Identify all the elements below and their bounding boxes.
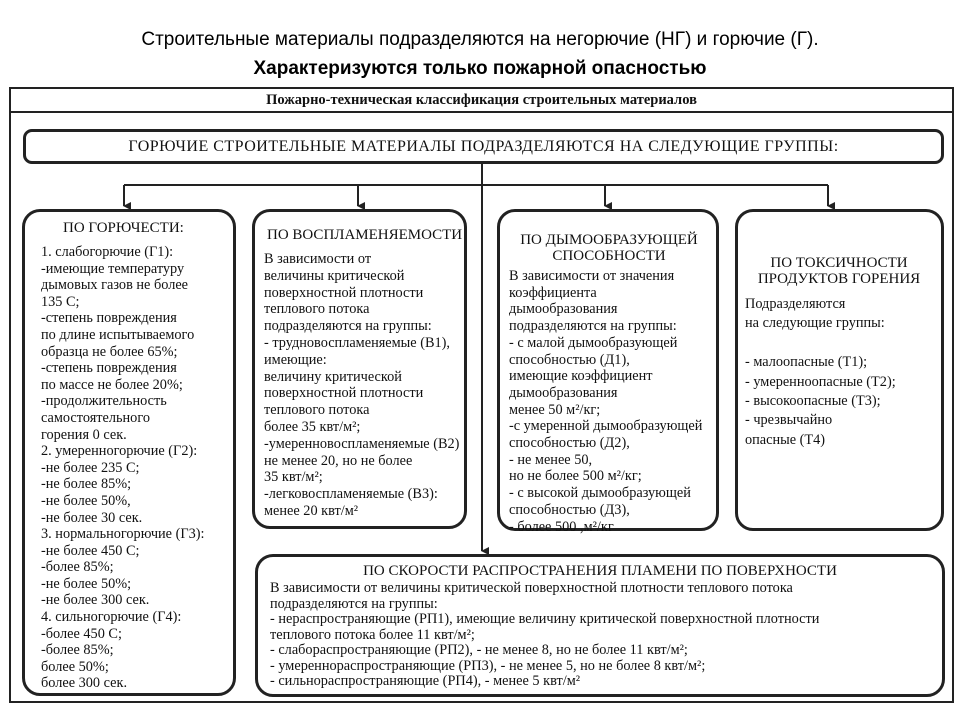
combustibility-line: образца не более 65%; [41, 343, 178, 360]
toxicity-line: Подразделяются [745, 296, 846, 312]
flammability-line: - трудновоспламеняемые (В1), [264, 334, 450, 351]
flammability-line: менее 20 квт/м² [264, 502, 359, 519]
spread-line: - нераспространяющие (РП1), имеющие величину критической поверхностной плотности [270, 611, 820, 627]
smoke-line: способностью (Д1), [509, 351, 630, 368]
combustibility-line: -не более 300 сек. [41, 592, 150, 609]
toxicity-line: - чрезвычайно [745, 412, 833, 429]
combustibility-line: -продолжительность [41, 393, 167, 410]
combustibility-line: более 50%; [41, 658, 109, 675]
smoke-line: имеющие коэффициент [509, 368, 653, 385]
smoke-line: - с малой дымообразующей [509, 334, 678, 351]
flammability-line: поверхностной плотности [264, 284, 424, 301]
combustibility-line: дымовых газов не более [41, 277, 189, 294]
spread-line: - умереннораспространяющие (РП3), - не менее 5, но не более 8 квт/м²; [270, 657, 706, 674]
combustibility-line: горения 0 сек. [41, 426, 127, 443]
flammability-line: величины критической [264, 267, 405, 284]
smoke-line: подразделяются на группы: [509, 318, 677, 335]
combustibility-line: -не более 30 сек. [41, 509, 143, 526]
combustibility-line: -не более 450 С; [41, 542, 140, 559]
combustibility-line: -не более 235 С; [41, 459, 140, 476]
slide-title: Строительные материалы подразделяются на негорючие (НГ) и горючие (Г). [141, 29, 819, 50]
slide-subtitle: Характеризуются только пожарной опасностью [253, 58, 707, 79]
smoke-line: - не менее 50, [509, 451, 593, 468]
flammability-line: подразделяются на группы: [264, 318, 432, 335]
combustibility-line: 135 С; [41, 293, 80, 310]
spread-line: теплового потока более 11 квт/м²; [270, 626, 475, 643]
flammability-line: -легковоспламеняемые (В3): [264, 486, 438, 503]
spread-title: ПО СКОРОСТИ РАСПРОСТРАНЕНИЯ ПЛАМЕНИ ПО ПОВЕРХНОСТИ [363, 563, 837, 579]
combustibility-line: -степень повреждения [41, 360, 177, 377]
combustibility-line: -не более 50%, [41, 492, 131, 509]
combustible-groups-box: ГОРЮЧИЕ СТРОИТЕЛЬНЫЕ МАТЕРИАЛЫ ПОДРАЗДЕЛЯЮТСЯ НА СЛЕДУЮЩИЕ ГРУППЫ: [23, 129, 944, 164]
toxicity-line: - умеренноопасные (Т2); [745, 373, 896, 390]
toxicity-line: - малоопасные (Т1); [745, 354, 868, 371]
smoke-list [500, 268, 716, 535]
frame-header: Пожарно-техническая классификация строительных материалов [11, 89, 952, 113]
spread-line: подразделяются на группы: [270, 595, 438, 612]
toxicity-line: опасные (Т4) [745, 431, 826, 448]
toxicity-list [738, 295, 941, 450]
combustibility-line: 2. умеренногорючие (Г2): [41, 443, 198, 460]
combustibility-line: по массе не более 20%; [41, 376, 183, 393]
flammability-title: ПО ВОСПЛАМЕНЯЕМОСТИ [267, 227, 463, 243]
combustibility-line: более 300 сек. [41, 675, 128, 692]
combustibility-line: -не более 50%; [41, 575, 132, 592]
smoke-line: - с высокой дымообразующей [509, 485, 691, 502]
toxicity-box [735, 209, 944, 531]
smoke-line: но не более 500 м²/кг; [509, 468, 642, 485]
spread-list [258, 581, 942, 690]
combustibility-line: 1. слабогорючие (Г1): [41, 244, 174, 260]
combustibility-box [22, 209, 236, 696]
smoke-line: В зависимости от значения [509, 268, 675, 284]
toxicity-title: ПО ТОКСИЧНОСТИ ПРОДУКТОВ ГОРЕНИЯ [757, 255, 921, 287]
smoke-line: способностью (Д2), [509, 435, 630, 452]
combustibility-line: -более 85%; [41, 559, 114, 576]
spread-line: - слабораспространяющие (РП2), - не менее 8, но не более 11 квт/м²; [270, 642, 688, 658]
spread-box [255, 554, 945, 697]
combustibility-line: -имеющие температуру [41, 260, 185, 277]
toxicity-line [745, 334, 941, 353]
smoke-line: менее 50 м²/кг; [509, 401, 601, 418]
combustibility-line: -не более 85%; [41, 476, 132, 493]
flammability-box [252, 209, 467, 529]
flammability-list [255, 251, 464, 520]
combustibility-line: самостоятельного [41, 409, 150, 426]
smoke-line: - более 500 ,м²/кг [509, 518, 614, 535]
combustibility-line: -более 85%; [41, 642, 114, 659]
flammability-line: не менее 20, но не более [264, 452, 413, 469]
toxicity-line: на следующие группы: [745, 315, 885, 332]
flammability-line: В зависимости от [264, 251, 372, 267]
toxicity-line: - высокоопасные (Т3); [745, 393, 881, 410]
combustibility-list [25, 244, 233, 692]
smoke-line: способностью (Д3), [509, 501, 630, 518]
flammability-line: 35 квт/м²; [264, 469, 323, 486]
smoke-line: дымообразования [509, 384, 618, 401]
spread-line: - сильнораспространяющие (РП4), - менее 5 квт/м² [270, 673, 581, 689]
flammability-line: теплового потока [264, 301, 370, 318]
combustibility-line: по длине испытываемого [41, 326, 195, 343]
flammability-line: поверхностной плотности [264, 385, 424, 402]
combustibility-line: 4. сильногорючие (Г4): [41, 609, 182, 626]
smoke-box [497, 209, 719, 535]
combustibility-line: -более 450 С; [41, 625, 122, 642]
smoke-line: -с умеренной дымообразующей [509, 418, 703, 435]
smoke-line: коэффициента [509, 284, 597, 301]
combustibility-line: -степень повреждения [41, 310, 177, 327]
flammability-line: -умеренновоспламеняемые (В2) [264, 435, 460, 452]
flammability-line: величину критической [264, 368, 402, 385]
combustibility-title: ПО ГОРЮЧЕСТИ: [63, 220, 184, 236]
smoke-line: дымообразования [509, 301, 618, 318]
flammability-line: более 35 квт/м²; [264, 418, 361, 435]
flammability-line: имеющие: [264, 351, 327, 368]
flammability-line: теплового потока [264, 402, 370, 419]
spread-line: В зависимости от величины критической поверхностной плотности теплового потока [270, 580, 793, 596]
smoke-title: ПО ДЫМООБРАЗУЮЩЕЙ СПОСОБНОСТИ [520, 232, 698, 264]
combustibility-line: 3. нормальногорючие (Г3): [41, 526, 205, 543]
